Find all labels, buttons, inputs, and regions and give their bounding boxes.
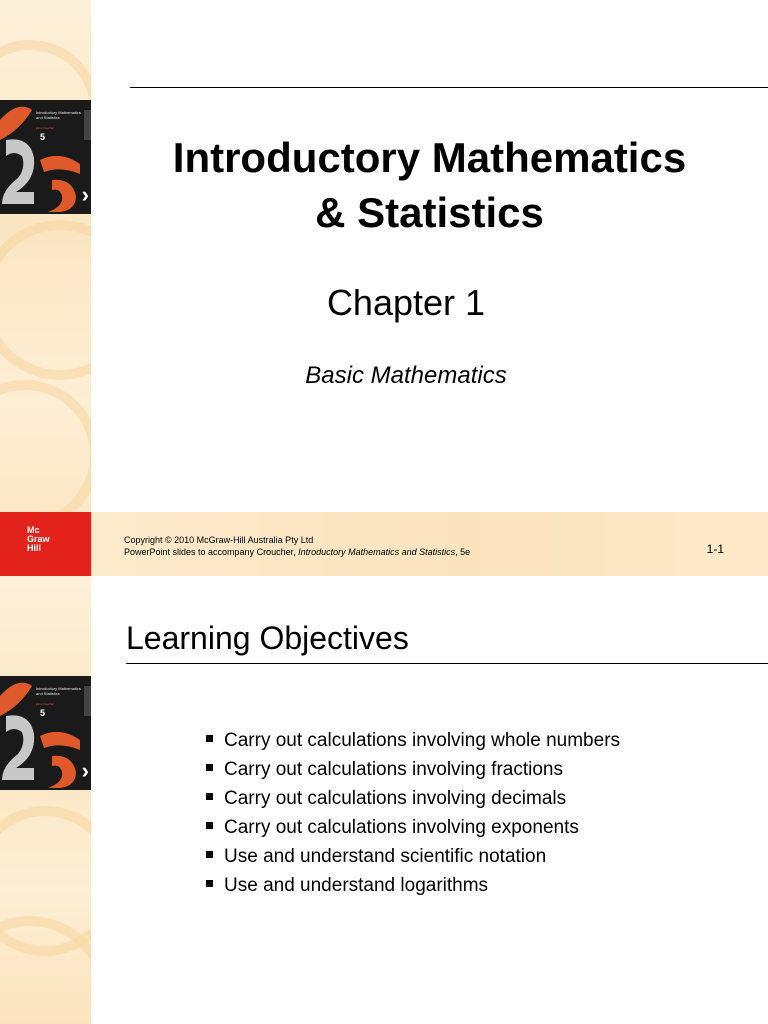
chapter-subtitle: Basic Mathematics [305, 362, 507, 389]
list-item [206, 726, 620, 755]
chevron-right-icon: › [81, 182, 89, 207]
list-item [206, 813, 620, 842]
title-rule [130, 87, 768, 88]
book-cover-thumbnail [0, 100, 91, 214]
slide-number: 1-1 [706, 542, 724, 556]
cover-author: john croucher [36, 126, 55, 130]
list-item [206, 871, 620, 900]
chapter-heading: Chapter 1 [326, 282, 486, 323]
decorative-side-strip [0, 576, 91, 1024]
accompany-line [124, 546, 470, 558]
decorative-side-strip [0, 0, 91, 576]
bullet-icon [206, 851, 213, 858]
list-item [206, 784, 620, 813]
bullet-icon [206, 880, 213, 887]
cover-edition: 5 [40, 132, 46, 142]
cover-author: john croucher [36, 702, 55, 706]
cover-title: Introductory Mathematics and Statistics [36, 110, 81, 120]
objective-text: Carry out calculations involving decimals [224, 788, 567, 809]
objective-text: Carry out calculations involving exponents [224, 817, 579, 838]
mcgraw-hill-logo [0, 512, 91, 576]
title-line-1: Introductory Mathematics [172, 134, 687, 181]
bullet-icon [206, 764, 213, 771]
footer-copyright [124, 534, 470, 558]
chevron-right-icon: › [81, 758, 89, 783]
objective-text: Carry out calculations involving whole numbers [224, 730, 621, 751]
objectives-list [206, 726, 620, 900]
book-cover-thumbnail [0, 676, 91, 790]
logo-text: Mc Graw Hill [27, 525, 50, 553]
bullet-icon [206, 735, 213, 742]
slide-title: Learning Objectives [126, 620, 409, 656]
list-item [206, 755, 620, 784]
objective-text: Carry out calculations involving fractions [224, 759, 563, 780]
title-rule [126, 663, 768, 664]
objective-text: Use and understand scientific notation [224, 846, 547, 867]
bullet-icon [206, 822, 213, 829]
copyright-line: Copyright © 2010 McGraw-Hill Australia Pty Ltd [124, 535, 314, 545]
accompany-suffix: , 5e [455, 547, 471, 557]
cover-edition: 5 [40, 708, 46, 718]
objective-text: Use and understand logarithms [224, 875, 489, 896]
list-item [206, 842, 620, 871]
accompany-prefix: PowerPoint slides to accompany Croucher, [124, 547, 299, 557]
bullet-icon [206, 793, 213, 800]
cover-title: Introductory Mathematics and Statistics [36, 686, 81, 696]
accompany-book-title: Introductory Mathematics and Statistics [298, 547, 456, 557]
page-title [91, 130, 768, 240]
learning-objectives-slide [0, 576, 768, 1024]
title-line-2: & Statistics [315, 189, 544, 236]
footer-band [0, 512, 768, 576]
